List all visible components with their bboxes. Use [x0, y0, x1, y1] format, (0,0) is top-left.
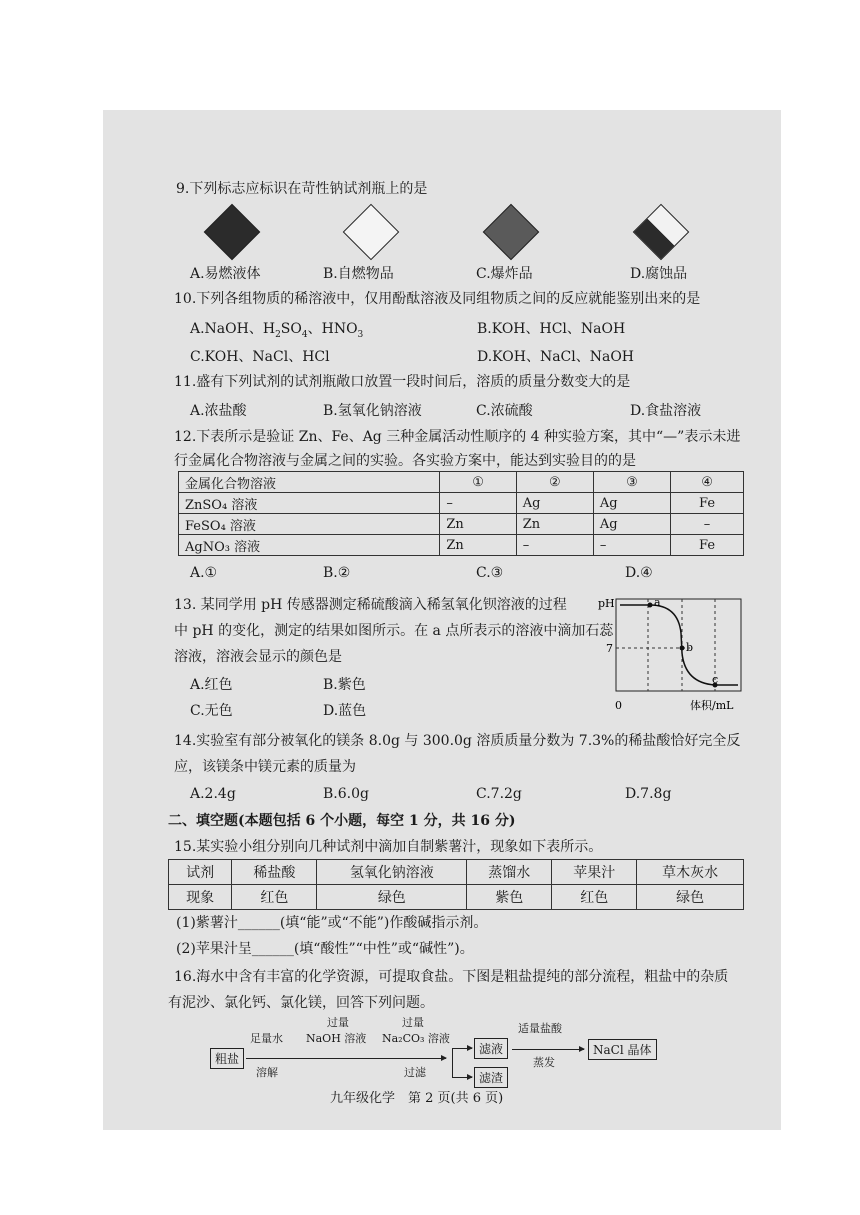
- label-c: c: [712, 673, 719, 686]
- flow-branch-line: [452, 1048, 453, 1078]
- q10-option-b[interactable]: B.KOH、HCl、NaOH: [477, 321, 626, 337]
- flow-filtrate: 滤液: [474, 1038, 508, 1059]
- table-header-cell: 苹果汁: [552, 860, 637, 885]
- graph-tick-7: 7: [606, 642, 613, 655]
- flow-crystal: NaCl 晶体: [588, 1039, 657, 1060]
- table-header-row: [169, 860, 744, 885]
- flow-hcl-label: 适量盐酸: [518, 1022, 562, 1035]
- q11-stem: 11.盛有下列试剂的试剂瓶敞口放置一段时间后，溶质的质量分数变大的是: [174, 374, 631, 390]
- table-row: [169, 885, 744, 910]
- table-cell: Ag: [593, 493, 670, 514]
- graph-xlabel: 体积/mL: [690, 699, 734, 712]
- q16-line1: 16.海水中含有丰富的化学资源，可提取食盐。下图是粗盐提纯的部分流程，粗盐中的杂质: [174, 969, 729, 985]
- q12-stem-line1: 12.下表所示是验证 Zn、Fe、Ag 三种金属活动性顺序的 4 种实验方案，其中“—”表示未进: [174, 429, 741, 445]
- table-cell: AgNO₃ 溶液: [179, 535, 440, 556]
- table-cell: Fe: [671, 535, 744, 556]
- table-header-cell: ④: [671, 472, 744, 493]
- section-title: 二、填空题(本题包括 6 个小题，每空 1 分，共 16 分): [168, 813, 516, 829]
- flow-arrow-residue: [452, 1077, 472, 1078]
- table-header-cell: 试剂: [169, 860, 232, 885]
- table-header-cell: ③: [593, 472, 670, 493]
- q14-line2: 应，该镁条中镁元素的质量为: [174, 759, 356, 775]
- flow-water-label: 足量水: [250, 1032, 283, 1045]
- q13-line3: 溶液，溶液会显示的颜色是: [174, 649, 342, 665]
- table-cell: 红色: [232, 885, 317, 910]
- q13-line1: 13. 某同学用 pH 传感器测定稀硫酸滴入稀氢氧化钡溶液的过程: [174, 597, 567, 613]
- table-header-cell: 蒸馏水: [467, 860, 552, 885]
- flow-arrow-filtrate: [452, 1048, 472, 1049]
- q10-stem: 10.下列各组物质的稀溶液中，仅用酚酞溶液及同组物质之间的反应就能鉴别出来的是: [174, 291, 701, 307]
- table-header-row: [179, 472, 744, 493]
- flow-na2co3-label: Na₂CO₃ 溶液: [382, 1032, 450, 1045]
- point-a: [648, 603, 653, 608]
- q14-option-a[interactable]: A.2.4g: [190, 786, 236, 802]
- q11-option-b[interactable]: B.氢氧化钠溶液: [323, 403, 422, 419]
- table-cell: Ag: [516, 493, 593, 514]
- q12-option-a[interactable]: A.①: [190, 565, 218, 581]
- q15-stem: 15.某实验小组分别向几种试剂中滴加自制紫薯汁，现象如下表所示。: [174, 839, 603, 855]
- table-cell: 绿色: [317, 885, 467, 910]
- table-cell: Zn: [516, 514, 593, 535]
- q15-sub1: (1)紫薯汁______(填“能”或“不能”)作酸碱指示剂。: [176, 915, 488, 931]
- flow-dissolve-label: 溶解: [256, 1066, 278, 1079]
- table-cell: Fe: [671, 493, 744, 514]
- q14-option-d[interactable]: D.7.8g: [625, 786, 672, 802]
- q10-option-c[interactable]: C.KOH、NaCl、HCl: [190, 349, 330, 365]
- q12-option-c[interactable]: C.③: [476, 565, 504, 581]
- q14-option-b[interactable]: B.6.0g: [323, 786, 369, 802]
- table-header-cell: 金属化合物溶液: [179, 472, 440, 493]
- q13-option-a[interactable]: A.红色: [190, 677, 233, 693]
- table-row: [179, 535, 744, 556]
- flow-crude-salt: 粗盐: [210, 1048, 244, 1069]
- q9-option-d[interactable]: D.腐蚀品: [630, 266, 688, 282]
- q12-option-d[interactable]: D.④: [625, 565, 653, 581]
- q15-sub2: (2)苹果汁呈______(填“酸性”“中性”或“碱性”)。: [176, 941, 474, 957]
- q11-option-a[interactable]: A.浓盐酸: [190, 403, 247, 419]
- table-cell: –: [671, 514, 744, 535]
- table-cell: –: [516, 535, 593, 556]
- table-cell: –: [440, 493, 516, 514]
- q9-option-a[interactable]: A.易燃液体: [190, 266, 261, 282]
- page-footer: 九年级化学 第 2 页(共 6 页): [330, 1091, 504, 1106]
- table-cell: ZnSO₄ 溶液: [179, 493, 440, 514]
- table-row: [179, 493, 744, 514]
- flow-residue: 滤渣: [474, 1067, 508, 1088]
- q11-option-c[interactable]: C.浓硫酸: [476, 403, 533, 419]
- q14-line1: 14.实验室有部分被氧化的镁条 8.0g 与 300.0g 溶质质量分数为 7.3%的稀盐酸恰好完全反: [174, 733, 741, 749]
- q10-option-d[interactable]: D.KOH、NaCl、NaOH: [477, 349, 635, 365]
- table-header-cell: 草木灰水: [637, 860, 744, 885]
- q13-line2: 中 pH 的变化，测定的结果如图所示。在 a 点所表示的溶液中滴加石蕊: [174, 623, 614, 639]
- table-cell: Ag: [593, 514, 670, 535]
- table-header-cell: ①: [440, 472, 516, 493]
- table-cell: 紫色: [467, 885, 552, 910]
- flow-naoh-top: 过量: [327, 1016, 349, 1029]
- flow-naoh-label: NaOH 溶液: [306, 1032, 367, 1045]
- ph-curve: [620, 605, 738, 685]
- graph-origin: 0: [615, 699, 622, 712]
- table-cell: 绿色: [637, 885, 744, 910]
- q14-option-c[interactable]: C.7.2g: [476, 786, 522, 802]
- flow-evap-label: 蒸发: [533, 1056, 555, 1069]
- ph-curve-graph: [590, 593, 745, 715]
- q9-stem: 9.下列标志应标识在苛性钠试剂瓶上的是: [176, 181, 428, 197]
- table-cell: Zn: [440, 514, 516, 535]
- table-cell: Zn: [440, 535, 516, 556]
- table-cell: 红色: [552, 885, 637, 910]
- q11-option-d[interactable]: D.食盐溶液: [630, 403, 702, 419]
- table-row: [179, 514, 744, 535]
- q9-option-b[interactable]: B.自燃物品: [323, 266, 394, 282]
- table-cell: –: [593, 535, 670, 556]
- q12-stem-line2: 行金属化合物溶液与金属之间的实验。各实验方案中，能达到实验目的的是: [174, 453, 636, 469]
- q12-option-b[interactable]: B.②: [323, 565, 351, 581]
- graph-ylabel: pH: [598, 597, 615, 610]
- flow-arrow-main: [246, 1058, 446, 1059]
- q12-table: [178, 471, 744, 556]
- table-header-cell: 氢氧化钠溶液: [317, 860, 467, 885]
- graph-frame: [616, 599, 741, 691]
- flow-filter-label: 过滤: [404, 1066, 426, 1079]
- q13-option-c[interactable]: C.无色: [190, 703, 233, 719]
- q9-option-c[interactable]: C.爆炸品: [476, 266, 533, 282]
- q16-line2: 有泥沙、氯化钙、氯化镁，回答下列问题。: [168, 995, 434, 1011]
- q13-option-b[interactable]: B.紫色: [323, 677, 366, 693]
- table-header-cell: ②: [516, 472, 593, 493]
- q15-table: [168, 859, 744, 910]
- flow-arrow-evap: [512, 1049, 584, 1050]
- label-a: a: [654, 596, 661, 609]
- q10-option-a[interactable]: A.NaOH、$H_2SO_4$、$HNO_3$: [190, 321, 364, 340]
- point-b: [680, 646, 685, 651]
- flow-na2co3-top: 过量: [402, 1016, 424, 1029]
- label-b: b: [686, 641, 694, 654]
- table-header-cell: 稀盐酸: [232, 860, 317, 885]
- table-cell: FeSO₄ 溶液: [179, 514, 440, 535]
- q13-option-d[interactable]: D.蓝色: [323, 703, 367, 719]
- table-cell: 现象: [169, 885, 232, 910]
